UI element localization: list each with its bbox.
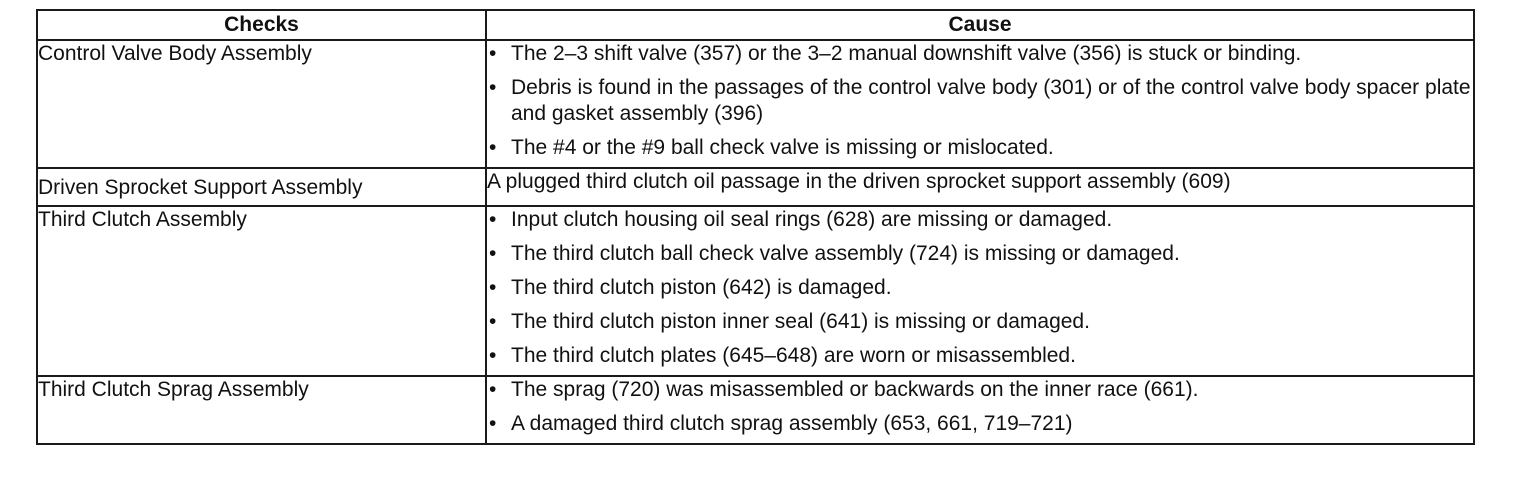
- cause-item: • The 2–3 shift valve (357) or the 3–2 manual downshift valve (356) is stuck or binding.: [487, 41, 1473, 67]
- table-row: [37, 376, 1474, 444]
- check-cell: Third Clutch Sprag Assembly: [37, 376, 486, 444]
- table-row: [37, 40, 1474, 168]
- cause-item: • Debris is found in the passages of the control valve body (301) or of the control valve body spacer plate and gasket assembly (396): [487, 75, 1473, 127]
- header-row: [37, 10, 1474, 40]
- cause-item: • Input clutch housing oil seal rings (628) are missing or damaged.: [487, 207, 1473, 233]
- cause-list: [487, 207, 1473, 369]
- cause-list: [487, 41, 1473, 161]
- cause-item: • A damaged third clutch sprag assembly (653, 661, 719–721): [487, 411, 1473, 437]
- cause-cell: [486, 40, 1474, 168]
- cause-cell: [486, 376, 1474, 444]
- cause-cell: A plugged third clutch oil passage in the driven sprocket support assembly (609): [486, 168, 1474, 206]
- header-checks: Checks: [37, 10, 486, 40]
- cause-item: • The third clutch ball check valve assembly (724) is missing or damaged.: [487, 241, 1473, 267]
- cause-cell: [486, 206, 1474, 376]
- table-row: [37, 168, 1474, 206]
- table-row: [37, 206, 1474, 376]
- diagnosis-table: [36, 9, 1475, 445]
- cause-item: • The #4 or the #9 ball check valve is missing or mislocated.: [487, 135, 1473, 161]
- header-cause: Cause: [486, 10, 1474, 40]
- cause-item: • The third clutch piston (642) is damaged.: [487, 275, 1473, 301]
- check-cell: Third Clutch Assembly: [37, 206, 486, 376]
- cause-item: • The third clutch plates (645–648) are worn or misassembled.: [487, 343, 1473, 369]
- cause-item: • The third clutch piston inner seal (641) is missing or damaged.: [487, 309, 1473, 335]
- check-cell: Control Valve Body Assembly: [37, 40, 486, 168]
- check-cell: Driven Sprocket Support Assembly: [37, 168, 486, 206]
- cause-item: • The sprag (720) was misassembled or backwards on the inner race (661).: [487, 377, 1473, 403]
- cause-list: [487, 377, 1473, 437]
